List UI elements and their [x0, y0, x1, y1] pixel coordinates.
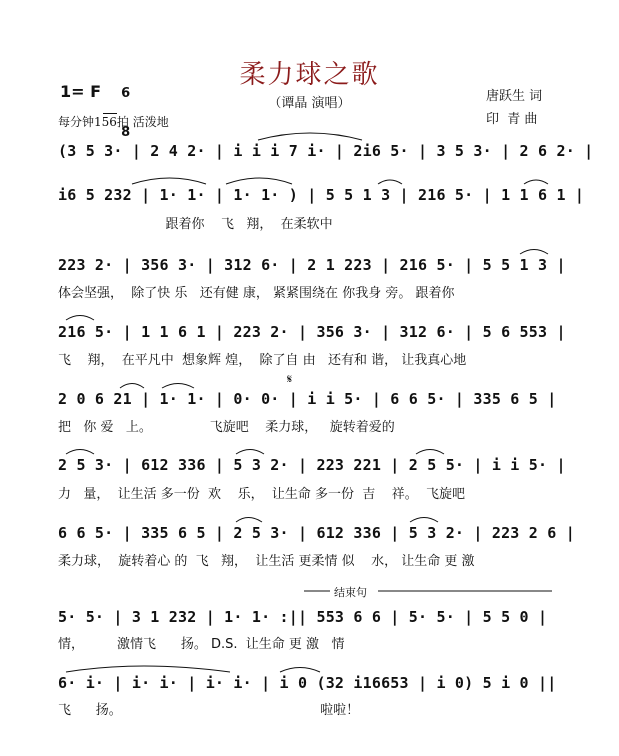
notation-row-9: 6· i· | i· i· | i· i· | i 0 (32 i16653 | i 0) 5 i 0 || — [58, 674, 557, 692]
lyric-row-2: 跟着你 飞 翔， 在柔软中 — [58, 217, 333, 232]
lyric-row-9: 飞 扬。 啦啦！ — [58, 703, 360, 718]
ending-label: 结束句 — [334, 586, 367, 599]
notation-row-4: 216 5· | 1 1 6 1 | 223 2· | 356 3· | 312 6· | 5 6 553 | — [58, 323, 566, 341]
time-sig-bottom: 8 — [121, 125, 131, 140]
lyric-row-5: 把 你 爱 上。 飞旋吧 柔力球， 旋转着爱的 — [58, 420, 395, 435]
lyric-row-3: 体会坚强， 除了快 乐 还有健 康， 紧紧围绕在 你我身 旁。 跟着你 — [58, 286, 455, 301]
notation-row-2: i6 5 232 | 1· 1· | 1· 1· ) | 5 5 1 3 | 216 5· | 1 1 6 1 | — [58, 186, 585, 204]
lyric-row-7: 柔力球， 旋转着心 的 飞 翔， 让生活 更柔情 似 水， 让生命 更 激 — [58, 554, 475, 569]
singer-credit: （谭晶 演唱） — [268, 96, 351, 111]
lyric-row-8: 情， 激情飞 扬。 D.S. 让生命 更 激 情 — [58, 637, 345, 652]
song-title: 柔力球之歌 — [239, 60, 380, 90]
lyric-row-6: 力 量， 让生活 多一份 欢 乐， 让生命 多一份 吉 祥。 飞旋吧 — [58, 487, 466, 502]
notation-row-5: 2 0 6 21 | 1· 1· | 0· 0· | i i 5· | 6 6 5· | 335 6 5 | — [58, 390, 557, 408]
key-signature: 1= F — [60, 82, 102, 101]
notation-row-3: 223 2· | 356 3· | 312 6· | 2 1 223 | 216 5· | 5 5 1 3 | — [58, 256, 566, 274]
notation-row-7: 6 6 5· | 335 6 5 | 2 5 3· | 612 336 | 5 3 2· | 223 2 6 | — [58, 524, 575, 542]
tempo-marking: 每分钟156拍 活泼地 — [58, 115, 169, 129]
notation-row-6: 2 5 3· | 612 336 | 5 3 2· | 223 221 | 2 5 5· | i i 5· | — [58, 456, 566, 474]
lyric-row-4: 飞 翔， 在平凡中 想象辉 煌， 除了自 由 还有和 谐， 让我真心地 — [58, 353, 467, 368]
composer-credit: 印 青 曲 — [486, 112, 538, 127]
time-sig-top: 6 — [121, 86, 131, 101]
segno-sign: 𝄋 — [287, 372, 293, 386]
notation-row-8: 5· 5· | 3 1 232 | 1· 1· :|| 553 6 6 | 5· 5· | 5 5 0 | — [58, 608, 548, 626]
notation-row-1: (3 5 3· | 2 4 2· | i i i 7 i· | 2i6 5· | 3 5 3· | 2 6 2· | — [58, 142, 594, 160]
lyricist-credit: 唐跃生 词 — [486, 89, 543, 104]
